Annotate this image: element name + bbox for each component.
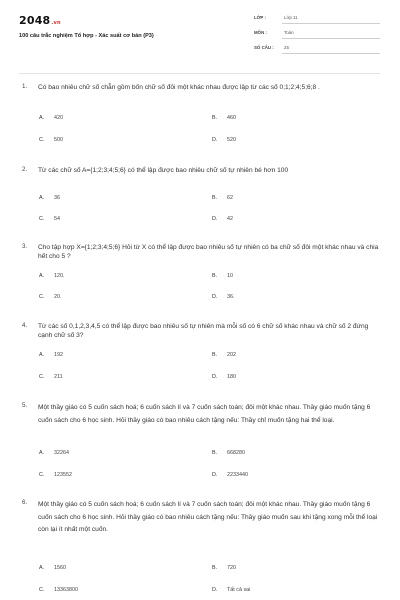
question-number: 1. bbox=[22, 83, 28, 90]
option-key: A. bbox=[39, 450, 45, 456]
option-value: 1560 bbox=[54, 565, 66, 571]
page-title: 100 câu trắc nghiệm Tổ hợp - Xác suất cơ bản (P3) bbox=[19, 33, 154, 39]
option-key: A. bbox=[39, 195, 45, 201]
option-key: B. bbox=[212, 450, 218, 456]
option-key: D. bbox=[212, 472, 218, 478]
option-key: B. bbox=[212, 115, 218, 121]
question-number: 5. bbox=[22, 402, 28, 409]
option-key: C. bbox=[39, 137, 45, 143]
option-value: 2233440 bbox=[227, 472, 248, 478]
meta-class bbox=[254, 14, 380, 24]
option-key: B. bbox=[212, 352, 218, 358]
option-value: 13363800 bbox=[54, 587, 78, 593]
meta-subject-underline bbox=[282, 38, 380, 39]
option-value: 54 bbox=[54, 216, 60, 222]
option-value: 36 bbox=[54, 195, 60, 201]
question-number: 3. bbox=[22, 243, 28, 250]
option-value: 420 bbox=[54, 115, 63, 121]
page-header bbox=[0, 0, 400, 66]
question-text: Có bao nhiêu chữ số chẵn gồm bốn chữ số đôi một khác nhau được lập từ các số 0;1;2;4;5;6;8 . bbox=[38, 84, 320, 91]
option-value: 62 bbox=[227, 195, 233, 201]
option-key: A. bbox=[39, 352, 45, 358]
option-value: 720 bbox=[227, 565, 236, 571]
option-value: 520 bbox=[227, 137, 236, 143]
question-number: 4. bbox=[22, 322, 28, 329]
meta-subject-value: Toán bbox=[284, 30, 294, 35]
meta-count bbox=[254, 44, 380, 54]
option-key: D. bbox=[212, 587, 218, 593]
option-key: B. bbox=[212, 273, 218, 279]
meta-subject-label: MÔN : bbox=[254, 30, 267, 35]
option-key: A. bbox=[39, 273, 45, 279]
option-value: 120. bbox=[54, 273, 65, 279]
option-value: 10 bbox=[227, 273, 233, 279]
option-value: 211 bbox=[54, 374, 63, 380]
option-key: B. bbox=[212, 195, 218, 201]
option-value: 192 bbox=[54, 352, 63, 358]
meta-class-label: LỚP : bbox=[254, 15, 266, 20]
option-value: 180 bbox=[227, 374, 236, 380]
option-value: 20. bbox=[54, 294, 62, 300]
option-key: A. bbox=[39, 565, 45, 571]
site-logo[interactable] bbox=[19, 14, 61, 27]
option-value: 668280 bbox=[227, 450, 245, 456]
option-key: C. bbox=[39, 374, 45, 380]
meta-subject bbox=[254, 29, 380, 39]
option-key: A. bbox=[39, 115, 45, 121]
option-value: 123552 bbox=[54, 472, 72, 478]
option-key: D. bbox=[212, 294, 218, 300]
meta-count-label: SỐ CÂU : bbox=[254, 45, 274, 50]
header-divider bbox=[19, 73, 380, 74]
option-value: 36. bbox=[227, 294, 235, 300]
option-key: D. bbox=[212, 374, 218, 380]
question-text: Từ các chữ số A={1;2;3;4;5;6} có thể lập được bao nhiêu chữ số tự nhiên bé hơn 100 bbox=[38, 167, 289, 174]
question-text: Một thầy giáo có 5 cuốn sách hoá; 6 cuốn sách lí và 7 cuốn sách toán; đôi một khác nhau. Thầy giáo muốn tặng 6 cuốn sách cho 6 học sinh. Hỏi thầy giáo có bao nhiêu cách tặng nếu: Thầy chỉ muốn tặng hai thể loại. bbox=[38, 404, 371, 424]
question-number: 6. bbox=[22, 499, 28, 506]
question-text: Cho tập hợp X={1;2;3;4;5;6} Hỏi từ X có thể lập được bao nhiêu số tự nhiên có ba chữ số đôi một khác nhau và chia hết cho 5 ? bbox=[38, 244, 379, 260]
logo-suffix: .vn bbox=[51, 20, 61, 26]
option-key: D. bbox=[212, 137, 218, 143]
option-key: C. bbox=[39, 216, 45, 222]
logo-text: 2048 bbox=[19, 14, 51, 27]
meta-count-value: 25 bbox=[284, 45, 289, 50]
question-text: Từ các số 0,1,2,3,4,5 có thể lập được bao nhiêu số tự nhiên mà mỗi số có 6 chữ số khác nhau và chữ số 2 đứng cạnh chữ số 3? bbox=[38, 323, 369, 339]
option-key: D. bbox=[212, 216, 218, 222]
question-number: 2. bbox=[22, 166, 28, 173]
option-value: 42 bbox=[227, 216, 233, 222]
option-key: C. bbox=[39, 587, 45, 593]
option-key: C. bbox=[39, 472, 45, 478]
meta-class-underline bbox=[282, 23, 380, 24]
option-value: 460 bbox=[227, 115, 236, 121]
meta-count-underline bbox=[282, 53, 380, 54]
option-value: 500 bbox=[54, 137, 63, 143]
meta-class-value: Lớp 11 bbox=[284, 15, 298, 20]
option-key: B. bbox=[212, 565, 218, 571]
option-value: 202 bbox=[227, 352, 236, 358]
option-value: 32264 bbox=[54, 450, 69, 456]
question-text: Một thầy giáo có 5 cuốn sách hoá; 6 cuốn sách lí và 7 cuốn sách toán; đôi một khác nhau. Thầy giáo muốn tặng 6 cuốn sách cho 6 học sinh. Hỏi thầy giáo có bao nhiêu cách tặng nếu: Thầy giáo muốn sau khi tặng xong mỗi thể loại còn lại ít nhất một cuốn. bbox=[38, 501, 378, 533]
option-key: C. bbox=[39, 294, 45, 300]
option-value: Tất cả sai bbox=[227, 587, 251, 593]
